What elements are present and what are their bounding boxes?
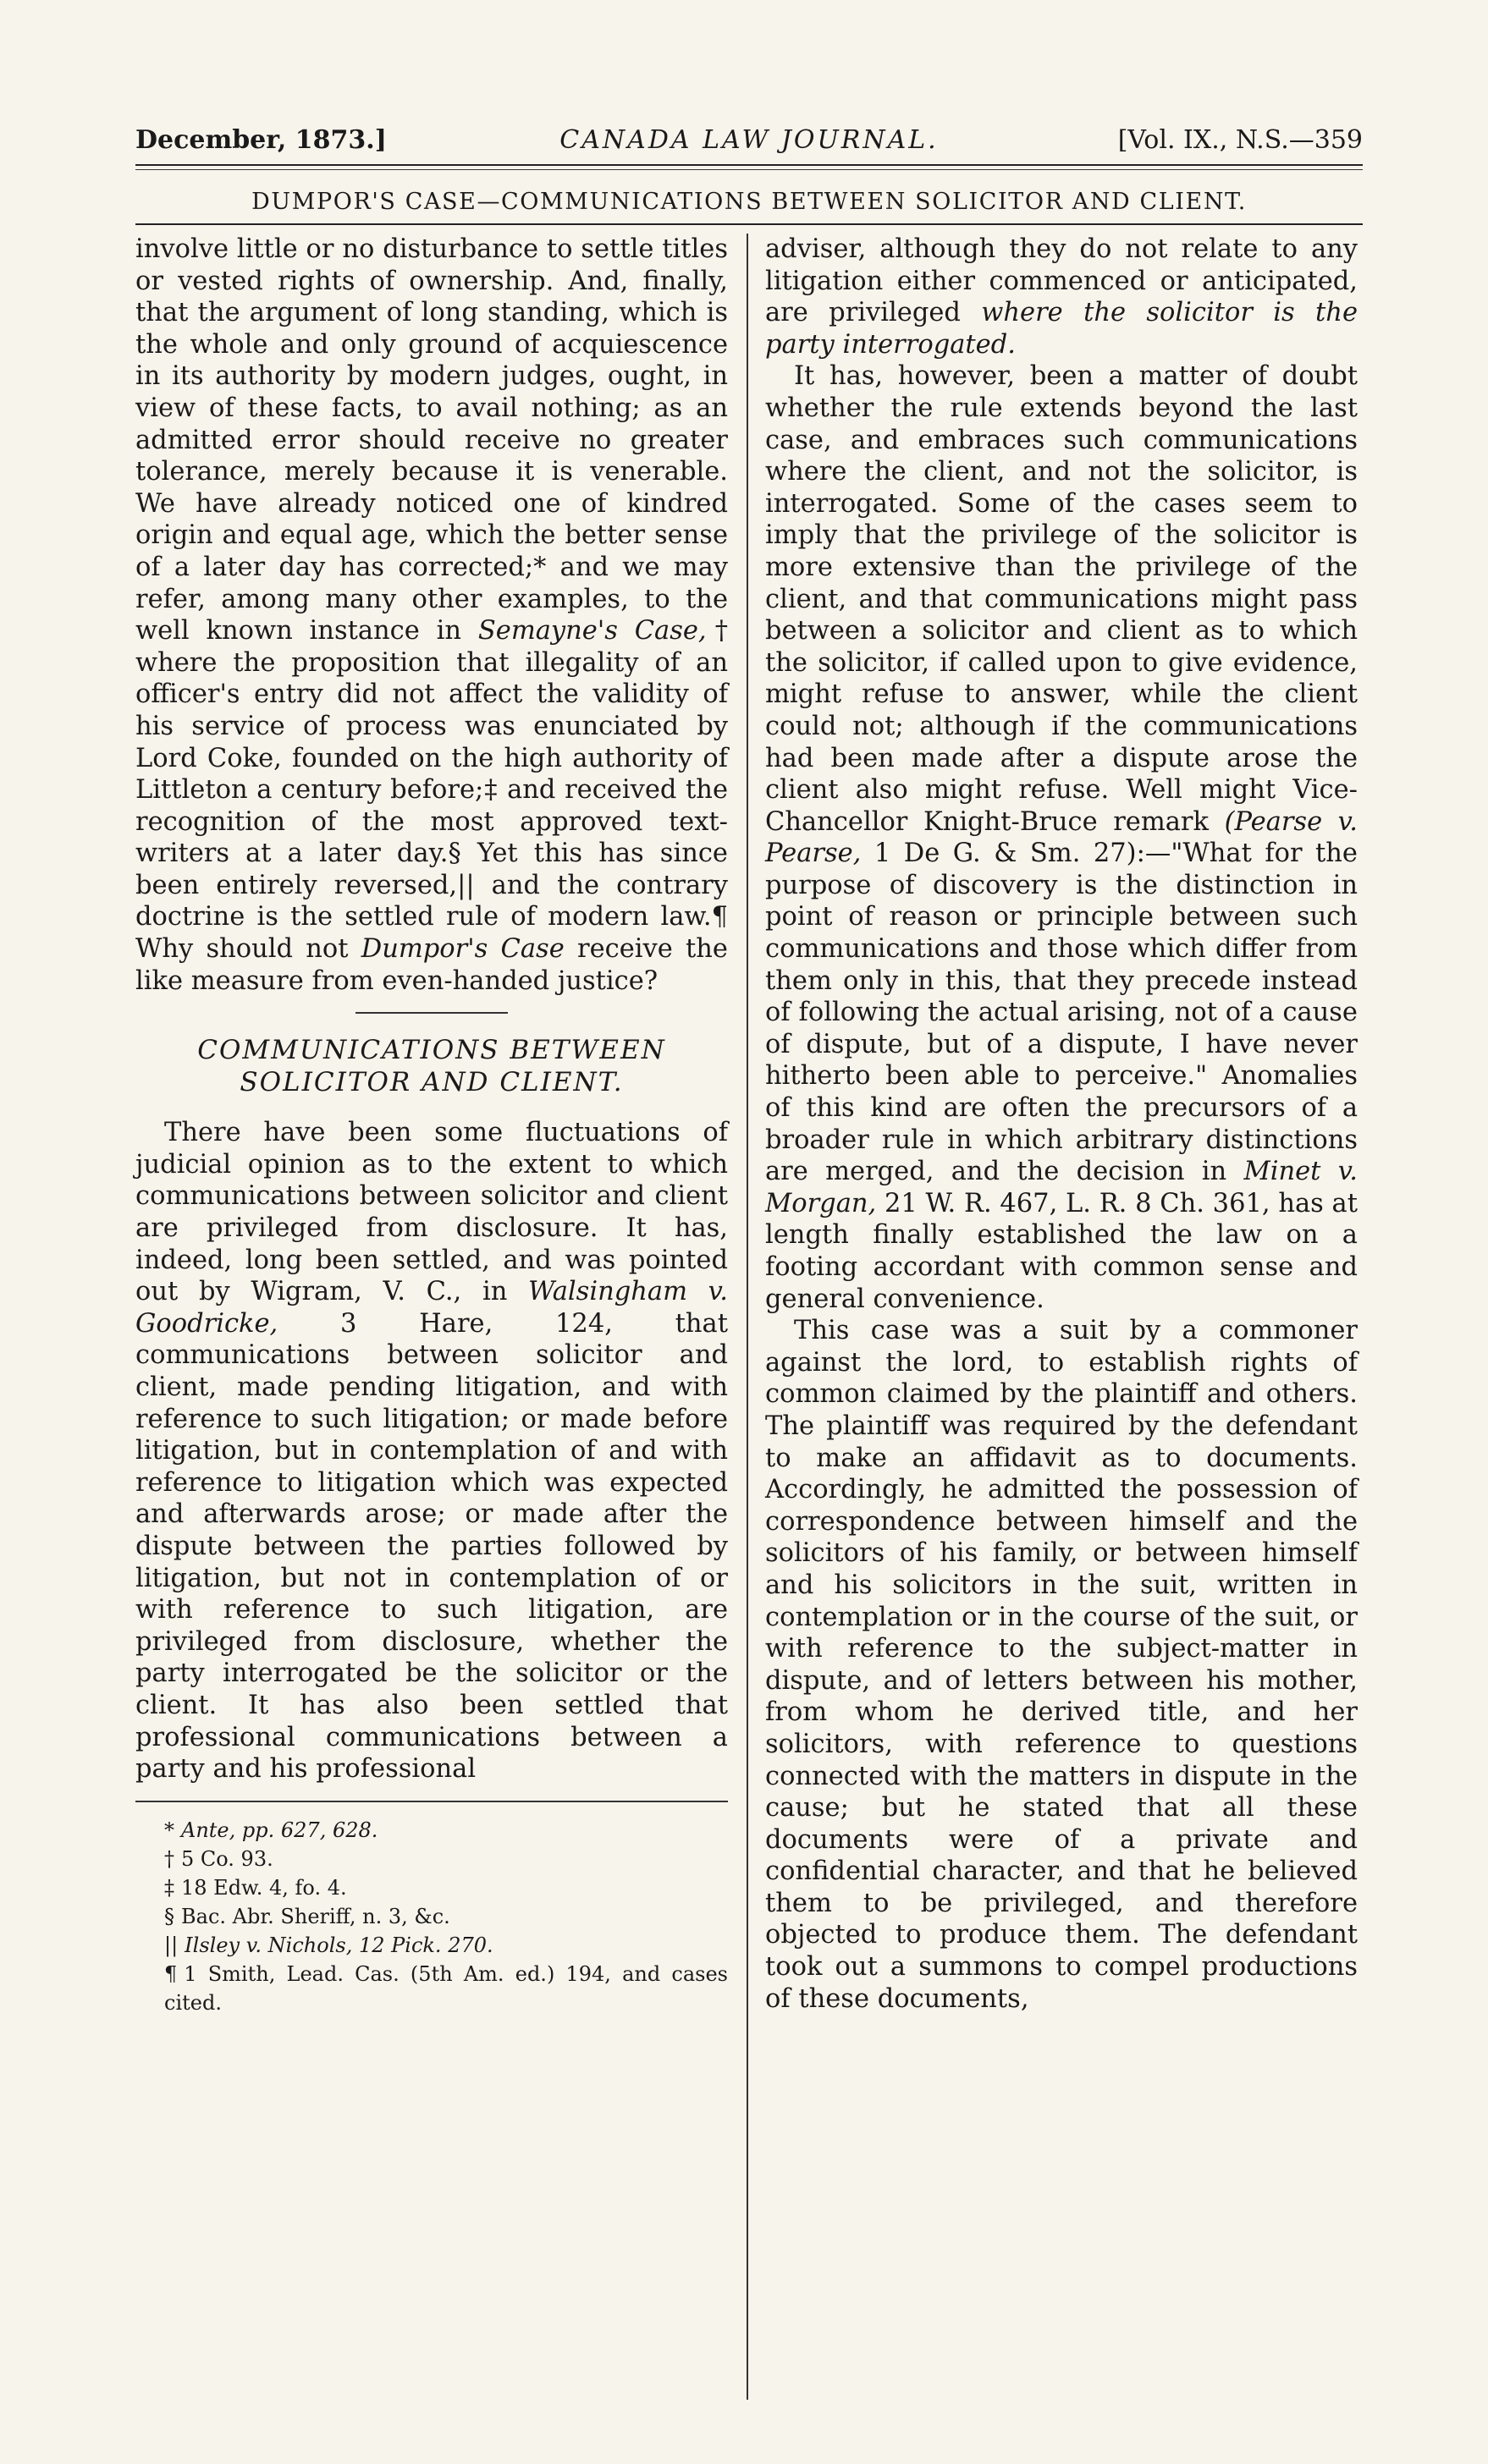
right-column	[747, 234, 1358, 2017]
case-name: Semayne's Case,	[477, 616, 707, 646]
left-paragraph-2: There have been some fluctuations of judicial opinion as to the extent to which communications between solicitor and client are privileged from disclosure. It has, indeed, long been settled, and was pointed out by Wigram, V. C., in Walsingham v. Goodricke, 3 Hare, 124, that communications between solicitor and client, made pending litigation, and with reference to such litigation; or made before litigation, but in contemplation of and with reference to litigation which was expected and afterwards arose; or made after the dispute between the parties followed by litigation, but not in contemplation of or with reference to such litigation, are privileged from disclosure, whether the party interrogated be the solicitor or the client. It has also been settled that professional communications between a party and his professional	[135, 1118, 728, 1785]
case-name: Minet v. Morgan,	[765, 1157, 1358, 1218]
case-name: Dumpor's Case	[361, 934, 565, 965]
footnotes	[135, 1816, 728, 2017]
footnote: † 5 Co. 93.	[164, 1846, 273, 1871]
column-divider	[747, 234, 748, 2400]
header-date: December, 1873.]	[135, 125, 387, 155]
case-name: (Pearse v. Pearse,	[765, 806, 1358, 869]
two-column-body	[135, 234, 1363, 2017]
footnote-rule	[135, 1801, 728, 1802]
footnote: ¶ 1 Smith, Lead. Cas. (5th Am. ed.) 194, and cases cited.	[164, 1961, 728, 2015]
journal-title: CANADA LAW JOURNAL.	[559, 125, 939, 155]
footnote: * Ante, pp. 627, 628.	[164, 1818, 378, 1842]
running-head	[135, 125, 1363, 159]
journal-page	[135, 125, 1363, 2017]
left-paragraph-1: involve little or no disturbance to settle titles or vested rights of ownership. And, finally, that the argument of long standing, which is the whole and only ground of acquiescence in its authority by modern judges, ought, in view of these facts, to avail nothing; as an admitted error should receive no greater tolerance, merely because it is venerable. We have already noticed one of kindred origin and equal age, which the better sense of a later day has corrected;* and we may refer, among many other examples, to the well known instance in Semayne's Case,† where the proposition that illegality of an officer's entry did not affect the validity of his service of process was enunciated by Lord Coke, founded on the high authority of Littleton a century before;‡ and received the recognition of the most approved text-writers at a later day.§ Yet this has since been entirely reversed,|| and the contrary doctrine is the settled rule of modern law.¶ Why should not Dumpor's Case receive the like measure from even-handed justice?	[135, 234, 729, 996]
footnote: § Bac. Abr. Sheriff, n. 3, &c.	[164, 1904, 450, 1928]
subheader-rule	[135, 223, 1363, 225]
case-name: Walsingham v. Goodricke,	[135, 1277, 728, 1339]
section-title: COMMUNICATIONS BETWEEN SOLICITOR AND CLIENT.	[197, 1035, 666, 1098]
header-rule	[135, 164, 1363, 166]
section-rule	[355, 1012, 508, 1014]
right-paragraph-1: adviser, although they do not relate to any litigation either commenced or anticipated, are privileged where the solicitor is the party interrogated.	[765, 234, 1358, 360]
volume-page: [Vol. IX., N.S.—359	[1117, 125, 1363, 155]
left-column	[135, 234, 747, 2017]
footnote: ‡ 18 Edw. 4, fo. 4.	[164, 1875, 347, 1900]
footnote: || Ilsley v. Nichols, 12 Pick. 270.	[164, 1933, 493, 1957]
page-subheader: DUMPOR'S CASE—COMMUNICATIONS BETWEEN SOLICITOR AND CLIENT.	[251, 189, 1247, 215]
right-paragraph-3: This case was a suit by a commoner against the lord, to establish rights of common claimed by the plaintiff and others. The plaintiff was required by the defendant to make an affidavit as to documents. Accordingly, he admitted the possession of correspondence between himself and the solicitors of his family, or between himself and his solicitors in the suit, written in contemplation or in the course of the suit, or with reference to the subject-matter in dispute, and of letters between his mother, from whom he derived title, and her solicitors, with reference to questions connected with the matters in dispute in the cause; but he stated that all these documents were of a private and confidential character, and that he believed them to be privileged, and therefore objected to produce them. The defendant took out a summons to compel productions of these documents,	[765, 1316, 1358, 2014]
emphasis: where the solicitor is the party interrogated.	[765, 298, 1358, 360]
right-paragraph-2: It has, however, been a matter of doubt whether the rule extends beyond the last case, and embraces such communications where the client, and not the solicitor, is interrogated. Some of the cases seem to imply that the privilege of the solicitor is more extensive than the privilege of the client, and that communications might pass between a solicitor and client as to which the solicitor, if called upon to give evidence, might refuse to answer, while the client could not; although if the communications had been made after a dispute arose the client also might refuse. Well might Vice-Chancellor Knight-Bruce remark (Pearse v. Pearse, 1 De G. & Sm. 27):—"What for the purpose of discovery is the distinction in point of reason or principle between such communications and those which differ from them only in this, that they precede instead of following the actual arising, not of a cause of dispute, but of a dispute, I have never hitherto been able to perceive." Anomalies of this kind are often the precursors of a broader rule in which arbitrary distinctions are merged, and the decision in Minet v. Morgan, 21 W. R. 467, L. R. 8 Ch. 361, has at length finally established the law on a footing accordant with common sense and general convenience.	[765, 361, 1358, 1314]
